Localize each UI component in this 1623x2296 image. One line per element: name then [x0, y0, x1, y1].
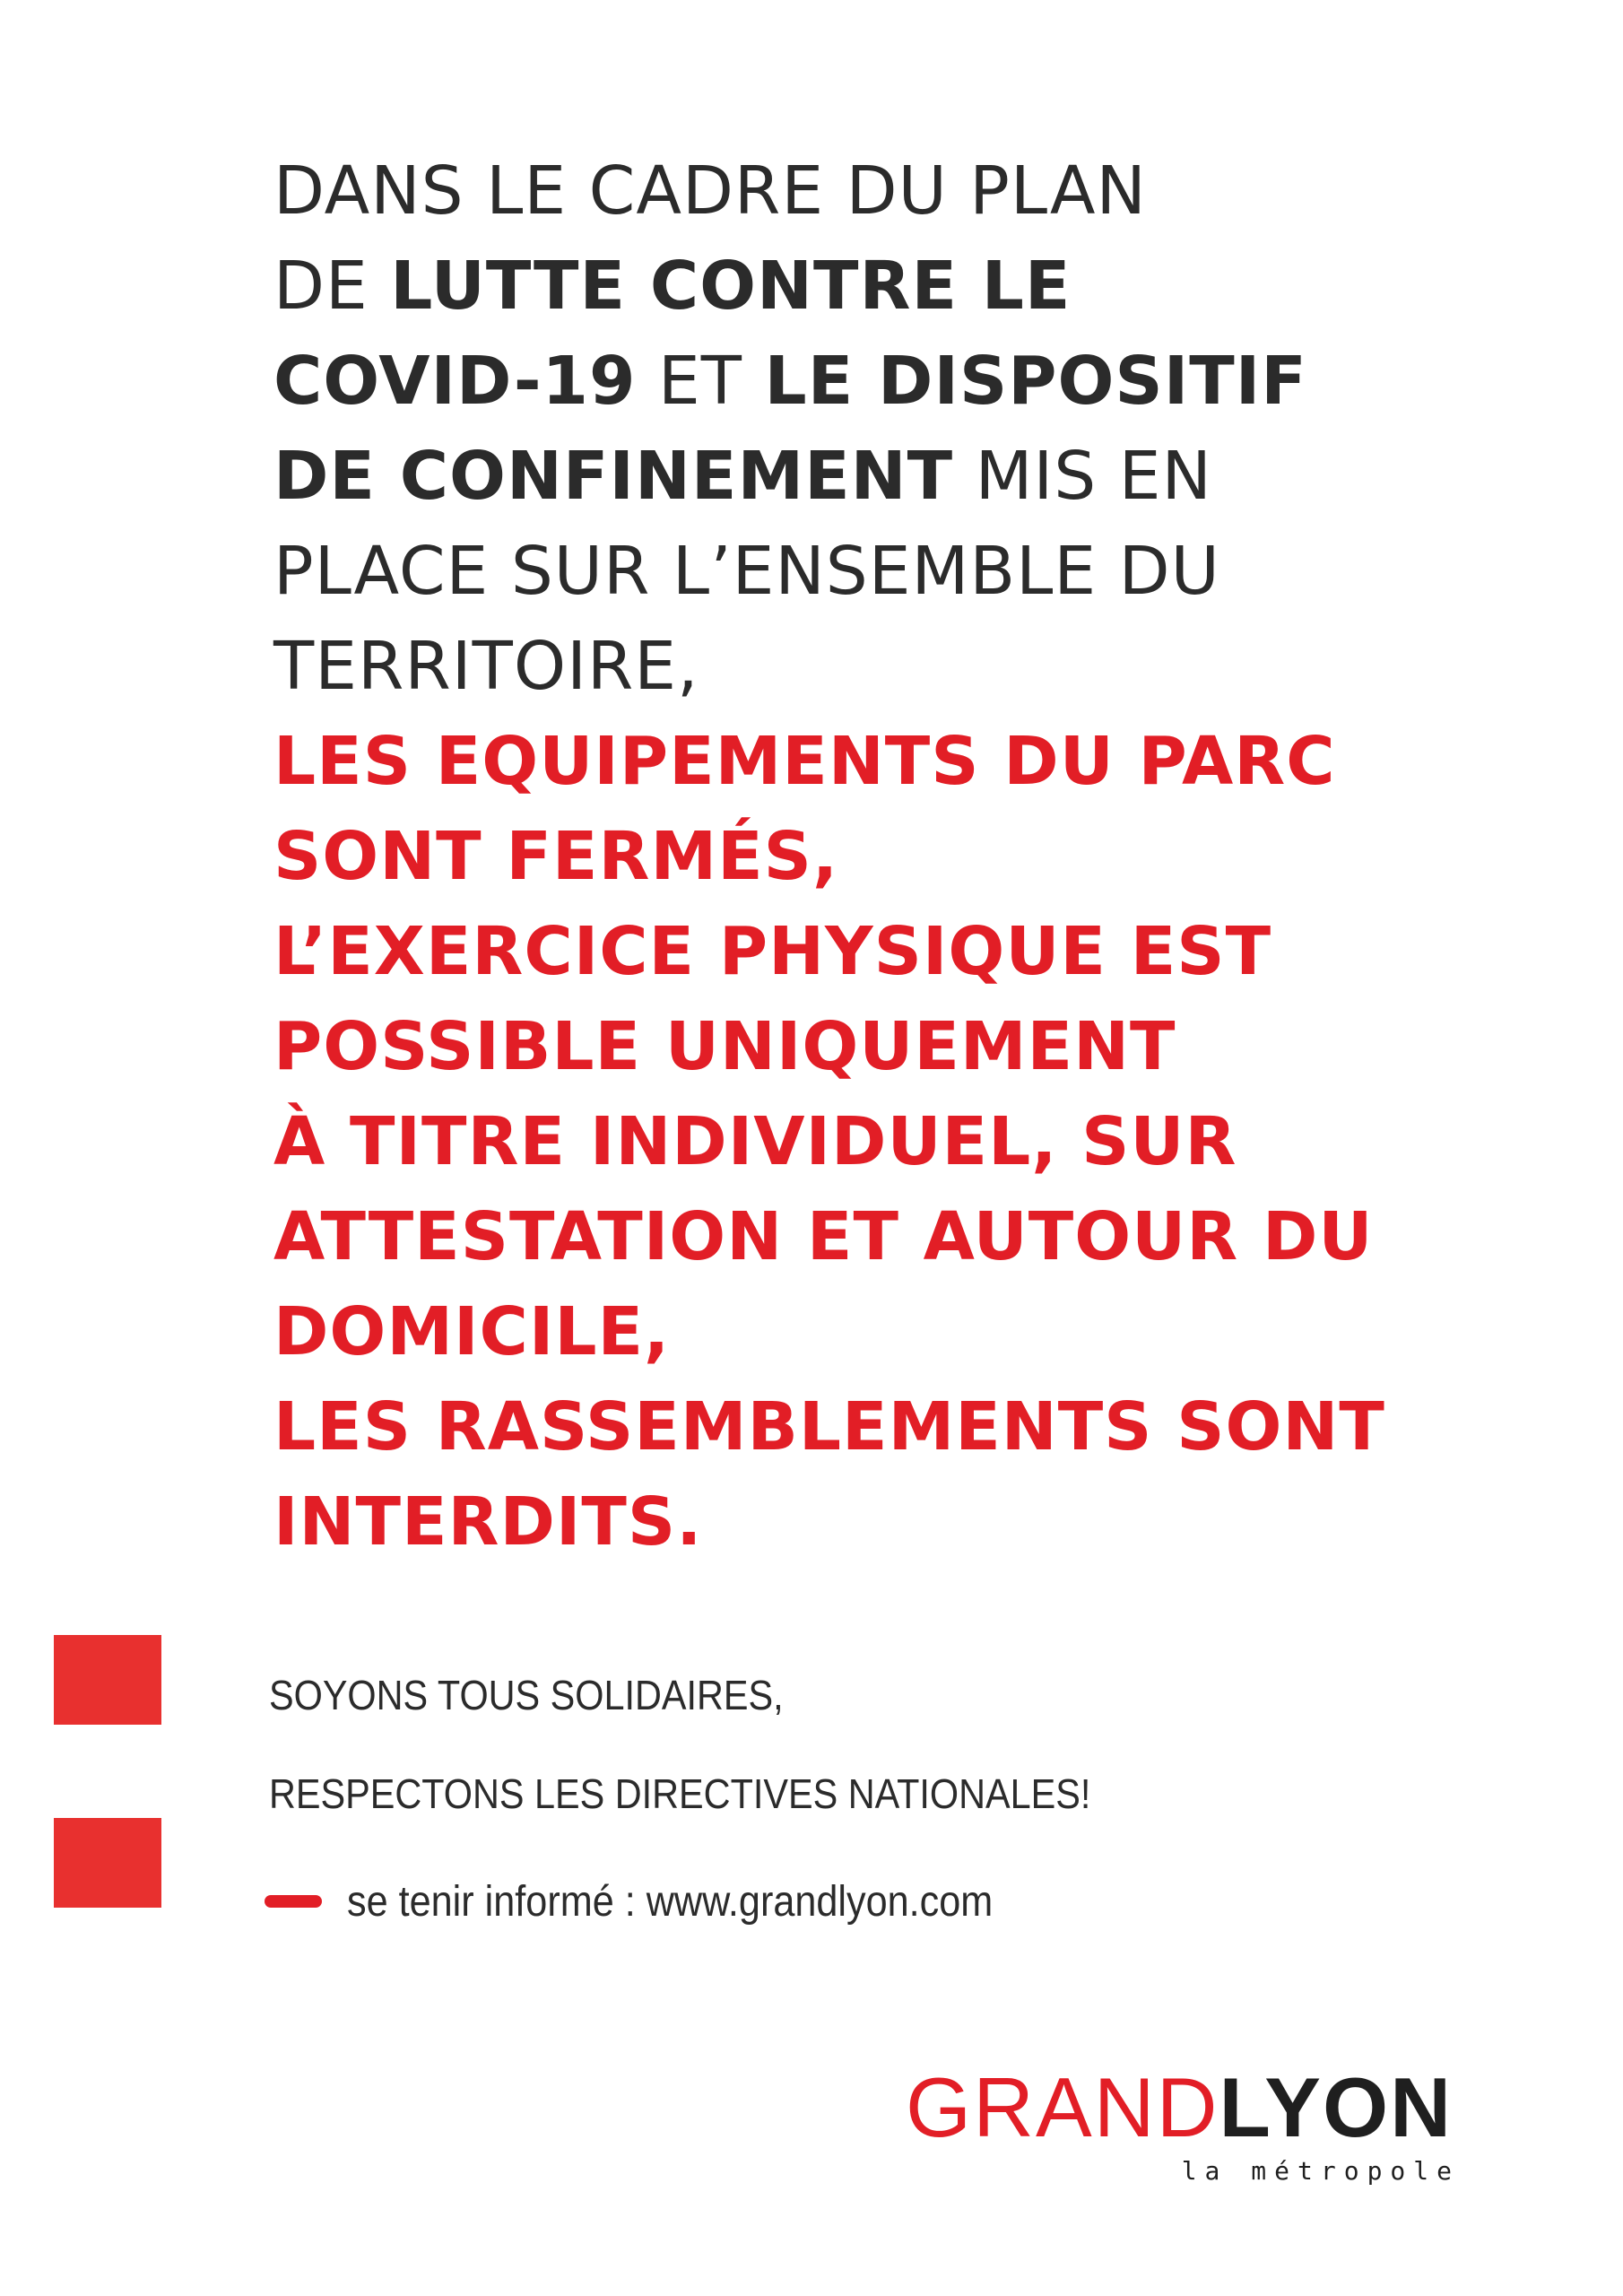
notice-red-line: LES RASSEMBLEMENTS SONT	[273, 1388, 1385, 1465]
notice-bold-segment: LUTTE CONTRE LE	[390, 248, 1072, 325]
dash-icon	[265, 1895, 322, 1908]
logo-tagline: la métropole	[1181, 2156, 1460, 2186]
notice-line	[273, 144, 1529, 239]
notice-segment: DE	[273, 248, 391, 325]
notice-red-line: SONT FERMÉS,	[273, 818, 839, 895]
notice-line	[273, 429, 1529, 524]
notice-line	[273, 239, 1529, 334]
notice-red-line: L’EXERCICE PHYSIQUE EST	[273, 913, 1272, 990]
red-square-decoration	[54, 1635, 161, 1725]
red-square-decoration	[54, 1818, 161, 1908]
notice-line	[273, 619, 1529, 714]
notice-bold-segment: COVID-19	[273, 343, 637, 420]
notice-bold-segment: DE CONFINEMENT	[273, 438, 954, 515]
notice-segment: DANS LE CADRE DU PLAN	[273, 152, 1147, 230]
notice-red-line: LES EQUIPEMENTS DU PARC	[273, 723, 1336, 800]
grandlyon-logo	[906, 2060, 1460, 2186]
notice-red-line: DOMICILE,	[273, 1293, 671, 1370]
notice-segment: MIS EN	[953, 438, 1212, 515]
solidarity-line-2: RESPECTONS LES DIRECTIVES NATIONALES!	[269, 1770, 1091, 1817]
notice-red-line: POSSIBLE UNIQUEMENT	[273, 1008, 1176, 1085]
notice-red-line: ATTESTATION ET AUTOUR DU	[273, 1198, 1374, 1275]
info-line	[265, 1874, 1064, 1928]
notice-segment: ET	[636, 343, 765, 420]
logo-wordmark	[906, 2060, 1453, 2154]
notice-line	[273, 334, 1529, 429]
logo-lyon: LYON	[1219, 2060, 1453, 2154]
notice-text	[273, 144, 1529, 1570]
notice-bold-segment: LE DISPOSITIF	[764, 343, 1307, 420]
solidarity-message	[269, 1646, 1090, 1843]
notice-red-line: À TITRE INDIVIDUEL, SUR	[273, 1103, 1237, 1180]
notice-line	[273, 524, 1529, 619]
notice-segment: PLACE SUR L’ENSEMBLE DU	[273, 533, 1220, 610]
notice-segment: TERRITOIRE,	[273, 628, 699, 705]
solidarity-line-1: SOYONS TOUS SOLIDAIRES,	[269, 1672, 784, 1718]
notice-red-line: INTERDITS.	[273, 1483, 703, 1561]
info-website-text: se tenir informé : www.grandlyon.com	[347, 1877, 994, 1926]
logo-grand: GRAND	[906, 2060, 1219, 2154]
